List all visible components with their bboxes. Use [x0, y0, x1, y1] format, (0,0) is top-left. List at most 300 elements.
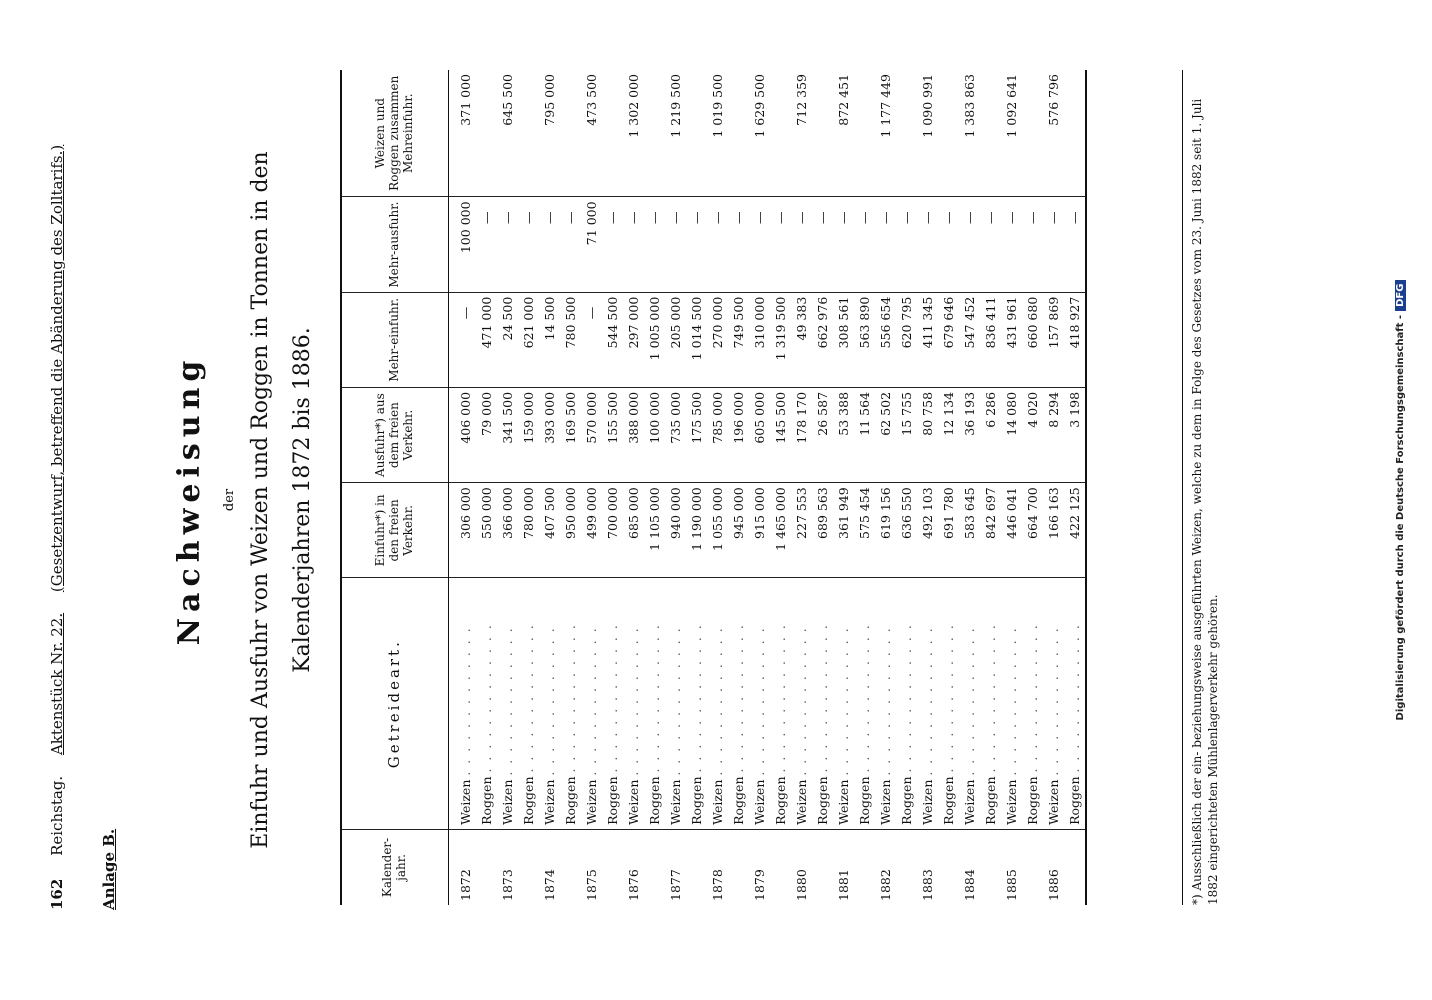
total-cell — [854, 70, 875, 197]
net-export-cell — [665, 197, 686, 292]
net-import-cell: 431 961 — [1001, 292, 1022, 387]
export-cell: 53 388 — [833, 387, 854, 482]
export-cell: 341 500 — [497, 387, 518, 482]
total-cell: 1 177 449 — [875, 70, 896, 197]
empty-dash: — — [584, 306, 599, 320]
net-import-cell: 679 646 — [938, 292, 959, 387]
total-cell — [1064, 70, 1086, 197]
table-row — [917, 70, 938, 905]
grain-label: Roggen — [1067, 776, 1082, 825]
grain-cell — [875, 578, 896, 829]
leader-dots: . . . . . . . . . . . . . — [710, 626, 725, 776]
export-cell: 735 000 — [665, 387, 686, 482]
import-cell: 407 500 — [539, 483, 560, 578]
export-cell: 393 000 — [539, 387, 560, 482]
year-cell — [770, 829, 791, 905]
total-cell — [812, 70, 833, 197]
empty-dash: — — [689, 211, 704, 224]
export-cell: 155 500 — [602, 387, 623, 482]
table-row — [665, 70, 686, 905]
table-row — [1064, 70, 1086, 905]
grain-label: Weizen — [710, 779, 725, 825]
total-cell — [1022, 70, 1043, 197]
grain-cell — [623, 578, 644, 829]
net-export-cell — [812, 197, 833, 292]
table-row — [518, 70, 539, 905]
year-cell: 1880 — [794, 869, 809, 901]
leader-dots: . . . . . . . . . . . . . — [500, 626, 515, 776]
year-cell — [896, 829, 917, 905]
table-row — [686, 70, 707, 905]
export-cell: 175 500 — [686, 387, 707, 482]
leader-dots: . . . . . . . . . . . . . — [563, 623, 578, 773]
leader-dots: . . . . . . . . . . . . . — [962, 626, 977, 776]
import-cell: 550 000 — [476, 483, 497, 578]
export-cell: 79 000 — [476, 387, 497, 482]
dfg-logo: DFG — [1395, 280, 1406, 311]
grain-label: Weizen — [584, 779, 599, 825]
empty-dash: — — [1004, 211, 1019, 224]
table-row — [560, 70, 581, 905]
grain-label: Weizen — [878, 779, 893, 825]
grain-cell — [539, 578, 560, 829]
import-cell: 685 000 — [623, 483, 644, 578]
empty-dash: — — [983, 211, 998, 224]
year-cell: 1878 — [710, 869, 725, 901]
table-row — [1001, 70, 1022, 905]
grain-cell — [896, 578, 917, 829]
grain-label: Weizen — [752, 779, 767, 825]
grain-label: Roggen — [773, 776, 788, 825]
empty-dash: — — [710, 211, 725, 224]
year-cell: 1877 — [668, 869, 683, 901]
export-cell: 570 000 — [581, 387, 602, 482]
leader-dots: . . . . . . . . . . . . . — [1067, 623, 1082, 773]
net-export-cell — [770, 197, 791, 292]
empty-dash: — — [1067, 211, 1082, 224]
import-cell: 842 697 — [980, 483, 1001, 578]
grain-cell — [665, 578, 686, 829]
export-cell: 145 500 — [770, 387, 791, 482]
table-row — [854, 70, 875, 905]
total-cell — [980, 70, 1001, 197]
grain-cell — [749, 578, 770, 829]
year-cell: 1879 — [752, 869, 767, 901]
table-header-row — [341, 70, 449, 905]
grain-label: Roggen — [815, 776, 830, 825]
empty-dash: — — [668, 211, 683, 224]
year-cell — [1064, 829, 1086, 905]
empty-dash: — — [794, 211, 809, 224]
digitization-text: Digitalisierung gefördert durch die Deutsche Forschungsgemeinschaft - — [1395, 314, 1406, 721]
net-import-cell: 621 000 — [518, 292, 539, 387]
empty-dash: — — [563, 211, 578, 224]
import-cell: 915 000 — [749, 483, 770, 578]
net-export-cell — [1064, 197, 1086, 292]
leader-dots: . . . . . . . . . . . . . — [521, 623, 536, 773]
import-cell: 940 000 — [665, 483, 686, 578]
leader-dots: . . . . . . . . . . . . . — [668, 626, 683, 776]
import-cell: 361 949 — [833, 483, 854, 578]
empty-dash: — — [647, 211, 662, 224]
net-export-cell — [560, 197, 581, 292]
net-import-cell: 563 890 — [854, 292, 875, 387]
export-cell: 196 000 — [728, 387, 749, 482]
export-cell: 3 198 — [1064, 387, 1086, 482]
total-cell — [686, 70, 707, 197]
total-cell: 371 000 — [449, 70, 477, 197]
grain-cell — [980, 578, 1001, 829]
export-cell: 159 000 — [518, 387, 539, 482]
total-cell: 1 219 500 — [665, 70, 686, 197]
grain-cell — [959, 578, 980, 829]
import-cell: 691 780 — [938, 483, 959, 578]
import-cell: 575 454 — [854, 483, 875, 578]
empty-dash: — — [920, 211, 935, 224]
export-cell: 14 080 — [1001, 387, 1022, 482]
grain-label: Weizen — [626, 779, 641, 825]
grain-cell — [770, 578, 791, 829]
table-row — [980, 70, 1001, 905]
export-cell: 100 000 — [644, 387, 665, 482]
net-import-cell: 1 005 000 — [644, 292, 665, 387]
grain-cell — [497, 578, 518, 829]
table-row — [896, 70, 917, 905]
net-import-cell: 544 500 — [602, 292, 623, 387]
table-row — [749, 70, 770, 905]
grain-label: Weizen — [794, 779, 809, 825]
grain-cell — [581, 578, 602, 829]
net-export-cell — [623, 197, 644, 292]
empty-dash: — — [752, 211, 767, 224]
export-cell: 785 000 — [707, 387, 728, 482]
net-export-cell — [476, 197, 497, 292]
total-cell: 473 500 — [581, 70, 602, 197]
leader-dots: . . . . . . . . . . . . . — [941, 623, 956, 773]
total-cell — [938, 70, 959, 197]
export-cell: 169 500 — [560, 387, 581, 482]
total-cell: 1 090 991 — [917, 70, 938, 197]
empty-dash: — — [605, 211, 620, 224]
year-cell: 1886 — [1046, 869, 1061, 901]
year-cell — [938, 829, 959, 905]
net-import-cell: 1 319 500 — [770, 292, 791, 387]
grain-cell — [602, 578, 623, 829]
net-export-cell: 100 000 — [449, 197, 477, 292]
net-export-cell — [749, 197, 770, 292]
net-export-cell — [875, 197, 896, 292]
leader-dots: . . . . . . . . . . . . . — [878, 626, 893, 776]
grain-label: Weizen — [920, 779, 935, 825]
table-row — [728, 70, 749, 905]
total-cell: 795 000 — [539, 70, 560, 197]
table-row — [644, 70, 665, 905]
net-import-cell: 660 680 — [1022, 292, 1043, 387]
empty-dash: — — [458, 306, 473, 320]
table-row — [539, 70, 560, 905]
leader-dots: . . . . . . . . . . . . . — [1025, 623, 1040, 773]
total-cell: 645 500 — [497, 70, 518, 197]
total-cell — [770, 70, 791, 197]
grain-label: Weizen — [500, 779, 515, 825]
grain-label: Weizen — [1046, 779, 1061, 825]
grain-label: Weizen — [836, 779, 851, 825]
export-cell: 4 020 — [1022, 387, 1043, 482]
import-cell: 166 163 — [1043, 483, 1064, 578]
grain-label: Roggen — [731, 776, 746, 825]
leader-dots: . . . . . . . . . . . . . — [689, 623, 704, 773]
empty-dash: — — [815, 211, 830, 224]
net-import-cell: 24 500 — [497, 292, 518, 387]
net-export-cell — [728, 197, 749, 292]
col-header-net-export: Mehr-ausfuhr. — [341, 197, 449, 292]
export-cell: 62 502 — [875, 387, 896, 482]
net-import-cell: 418 927 — [1064, 292, 1086, 387]
col-header-net-import: Mehr-einfuhr. — [341, 292, 449, 387]
net-import-cell: 308 561 — [833, 292, 854, 387]
leader-dots: . . . . . . . . . . . . . — [983, 623, 998, 773]
data-table — [340, 70, 1087, 905]
leader-dots: . . . . . . . . . . . . . — [458, 626, 473, 776]
leader-dots: . . . . . . . . . . . . . — [647, 623, 662, 773]
year-cell: 1881 — [836, 869, 851, 901]
leader-dots: . . . . . . . . . . . . . — [479, 623, 494, 773]
net-import-cell: 620 795 — [896, 292, 917, 387]
import-cell: 306 000 — [449, 483, 477, 578]
grain-label: Roggen — [479, 776, 494, 825]
import-cell: 227 553 — [791, 483, 812, 578]
empty-dash: — — [731, 211, 746, 224]
import-cell: 422 125 — [1064, 483, 1086, 578]
footnote: *) Ausschließlich der ein- beziehungsweise ausgeführten Weizen, welche zu dem in Folge des Gesetzes vom 23. Juni 1882 seit 1. Juli 1882 eingerichteten Mühlenlagerverkehr gehören. — [1182, 70, 1221, 905]
net-import-cell: 749 500 — [728, 292, 749, 387]
header-source: Reichstag. — [48, 775, 66, 856]
total-cell: 1 383 863 — [959, 70, 980, 197]
net-export-cell — [980, 197, 1001, 292]
grain-label: Weizen — [458, 779, 473, 825]
total-cell: 576 796 — [1043, 70, 1064, 197]
net-export-cell — [938, 197, 959, 292]
total-cell — [896, 70, 917, 197]
import-cell: 1 055 000 — [707, 483, 728, 578]
export-cell: 36 193 — [959, 387, 980, 482]
grain-label: Roggen — [857, 776, 872, 825]
grain-label: Weizen — [668, 779, 683, 825]
leader-dots: . . . . . . . . . . . . . — [773, 623, 788, 773]
empty-dash: — — [521, 211, 536, 224]
import-cell: 664 700 — [1022, 483, 1043, 578]
import-cell: 700 000 — [602, 483, 623, 578]
import-cell: 950 000 — [560, 483, 581, 578]
total-cell — [602, 70, 623, 197]
empty-dash: — — [500, 211, 515, 224]
import-cell: 583 645 — [959, 483, 980, 578]
net-export-cell — [896, 197, 917, 292]
grain-label: Roggen — [941, 776, 956, 825]
page-title: Nachweisung — [172, 354, 207, 646]
table-row — [833, 70, 854, 905]
net-import-cell: 297 000 — [623, 292, 644, 387]
net-export-cell — [791, 197, 812, 292]
leader-dots: . . . . . . . . . . . . . — [626, 626, 641, 776]
grain-label: Roggen — [899, 776, 914, 825]
empty-dash: — — [1025, 211, 1040, 224]
year-cell — [686, 829, 707, 905]
grain-label: Weizen — [1004, 779, 1019, 825]
leader-dots: . . . . . . . . . . . . . — [731, 623, 746, 773]
total-cell: 1 092 641 — [1001, 70, 1022, 197]
export-cell: 6 286 — [980, 387, 1001, 482]
net-export-cell — [497, 197, 518, 292]
import-cell: 366 000 — [497, 483, 518, 578]
grain-cell — [1043, 578, 1064, 829]
export-cell: 406 000 — [449, 387, 477, 482]
net-export-cell — [959, 197, 980, 292]
page-header — [48, 40, 70, 910]
leader-dots: . . . . . . . . . . . . . — [836, 626, 851, 776]
year-cell: 1873 — [500, 869, 515, 901]
leader-dots: . . . . . . . . . . . . . — [605, 623, 620, 773]
grain-cell — [917, 578, 938, 829]
grain-label: Weizen — [542, 779, 557, 825]
net-export-cell — [917, 197, 938, 292]
import-cell: 499 000 — [581, 483, 602, 578]
year-cell — [644, 829, 665, 905]
total-cell — [560, 70, 581, 197]
grain-cell — [686, 578, 707, 829]
import-cell: 1 190 000 — [686, 483, 707, 578]
net-export-cell — [833, 197, 854, 292]
table-row — [707, 70, 728, 905]
grain-label: Roggen — [983, 776, 998, 825]
table-row — [602, 70, 623, 905]
digitization-note — [1395, 0, 1406, 1000]
year-cell: 1884 — [962, 869, 977, 901]
total-cell — [476, 70, 497, 197]
export-cell: 388 000 — [623, 387, 644, 482]
table-row — [812, 70, 833, 905]
table-body — [449, 70, 1087, 905]
export-cell: 8 294 — [1043, 387, 1064, 482]
net-import-cell — [449, 292, 477, 387]
empty-dash: — — [836, 211, 851, 224]
net-import-cell: 471 000 — [476, 292, 497, 387]
grain-cell — [812, 578, 833, 829]
year-cell — [1022, 829, 1043, 905]
subtitle-line-1: Einfuhr und Ausfuhr von Weizen und Roggen in Tonnen in den — [248, 151, 273, 849]
total-cell: 1 019 500 — [707, 70, 728, 197]
net-import-cell: 411 345 — [917, 292, 938, 387]
year-cell: 1876 — [626, 869, 641, 901]
grain-cell — [854, 578, 875, 829]
grain-label: Roggen — [647, 776, 662, 825]
grain-label: Roggen — [563, 776, 578, 825]
export-cell: 12 134 — [938, 387, 959, 482]
net-import-cell: 310 000 — [749, 292, 770, 387]
net-import-cell: 14 500 — [539, 292, 560, 387]
table-row — [497, 70, 518, 905]
year-cell — [854, 829, 875, 905]
table-row — [938, 70, 959, 905]
leader-dots: . . . . . . . . . . . . . — [542, 626, 557, 776]
leader-dots: . . . . . . . . . . . . . — [584, 626, 599, 776]
table-row — [959, 70, 980, 905]
export-cell: 605 000 — [749, 387, 770, 482]
grain-cell — [1001, 578, 1022, 829]
net-import-cell: 556 654 — [875, 292, 896, 387]
col-header-total: Weizen und Roggen zusammen Mehreinfuhr. — [341, 70, 449, 197]
grain-label: Roggen — [521, 776, 536, 825]
net-import-cell — [581, 292, 602, 387]
grain-cell — [518, 578, 539, 829]
table-row — [1022, 70, 1043, 905]
net-export-cell: 71 000 — [581, 197, 602, 292]
total-cell: 712 359 — [791, 70, 812, 197]
empty-dash: — — [626, 211, 641, 224]
grain-cell — [791, 578, 812, 829]
net-export-cell — [686, 197, 707, 292]
table-row — [875, 70, 896, 905]
import-cell: 636 550 — [896, 483, 917, 578]
leader-dots: . . . . . . . . . . . . . — [752, 626, 767, 776]
import-cell: 689 563 — [812, 483, 833, 578]
net-export-cell — [539, 197, 560, 292]
grain-label: Roggen — [689, 776, 704, 825]
net-export-cell — [644, 197, 665, 292]
table-row — [623, 70, 644, 905]
net-export-cell — [1022, 197, 1043, 292]
table-row — [581, 70, 602, 905]
header-document: Aktenstück Nr. 22. — [48, 612, 66, 756]
leader-dots: . . . . . . . . . . . . . — [920, 626, 935, 776]
empty-dash: — — [542, 211, 557, 224]
year-cell: 1874 — [542, 869, 557, 901]
net-export-cell — [602, 197, 623, 292]
subtitle-line-2: Kalenderjahren 1872 bis 1886. — [290, 327, 315, 673]
annex-label: Anlage B. — [100, 828, 118, 910]
leader-dots: . . . . . . . . . . . . . — [1004, 626, 1019, 776]
net-import-cell: 205 000 — [665, 292, 686, 387]
net-import-cell: 547 452 — [959, 292, 980, 387]
export-cell: 26 587 — [812, 387, 833, 482]
grain-label: Roggen — [1025, 776, 1040, 825]
year-cell — [476, 829, 497, 905]
grain-label: Roggen — [605, 776, 620, 825]
export-cell: 80 758 — [917, 387, 938, 482]
grain-cell — [728, 578, 749, 829]
total-cell — [518, 70, 539, 197]
header-subject: (Gesetzentwurf, betreffend die Abänderung des Zolltarifs.) — [48, 144, 66, 593]
year-cell: 1872 — [458, 869, 473, 901]
net-import-cell: 49 383 — [791, 292, 812, 387]
empty-dash: — — [878, 211, 893, 224]
total-cell — [728, 70, 749, 197]
import-cell: 446 041 — [1001, 483, 1022, 578]
net-export-cell — [854, 197, 875, 292]
grain-cell — [644, 578, 665, 829]
year-cell: 1882 — [878, 869, 893, 901]
title-der: der — [222, 488, 237, 512]
total-cell — [644, 70, 665, 197]
import-cell: 1 465 000 — [770, 483, 791, 578]
table-row — [770, 70, 791, 905]
leader-dots: . . . . . . . . . . . . . — [899, 623, 914, 773]
export-cell: 178 170 — [791, 387, 812, 482]
table-row — [476, 70, 497, 905]
grain-cell — [938, 578, 959, 829]
col-header-export: Ausfuhr*) aus dem freien Verkehr. — [341, 387, 449, 482]
export-cell: 15 755 — [896, 387, 917, 482]
